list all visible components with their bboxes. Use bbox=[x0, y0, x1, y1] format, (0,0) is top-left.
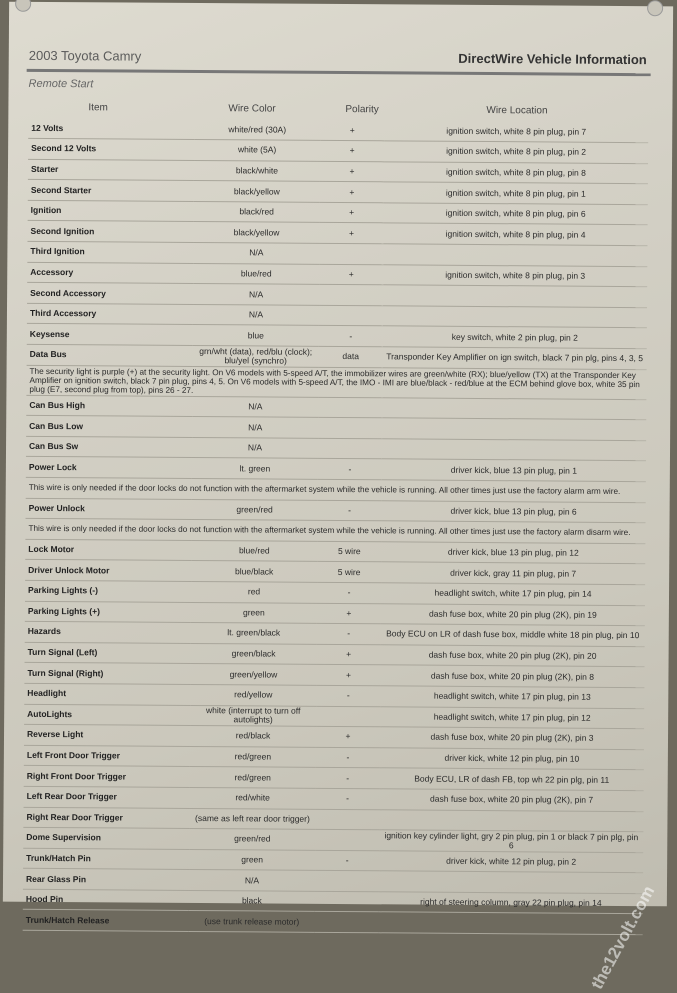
item-cell: AutoLights bbox=[24, 704, 190, 726]
item-cell: Hood Pin bbox=[23, 889, 189, 911]
polarity-cell: - bbox=[316, 768, 380, 789]
polarity-cell: - bbox=[316, 788, 380, 809]
document-title: DirectWire Vehicle Information bbox=[458, 50, 647, 68]
wire-color-cell: green/red bbox=[189, 829, 315, 850]
wire-color-cell: N/A bbox=[192, 417, 318, 438]
wire-color-cell: lt. green/black bbox=[191, 623, 317, 644]
wire-color-cell: white (interrupt to turn off autolights) bbox=[190, 705, 316, 726]
item-cell: Rear Glass Pin bbox=[23, 869, 189, 891]
wire-color-cell: red/green bbox=[190, 767, 316, 788]
item-cell: Second Ignition bbox=[27, 221, 193, 243]
wire-color-cell: red/white bbox=[190, 787, 316, 808]
header-rule bbox=[27, 69, 651, 76]
vehicle-title: 2003 Toyota Camry bbox=[28, 47, 142, 64]
wire-color-cell: N/A bbox=[192, 437, 318, 458]
section-title: Remote Start bbox=[28, 77, 94, 91]
item-cell: Lock Motor bbox=[25, 539, 191, 561]
column-header-item: Item bbox=[88, 102, 108, 114]
item-cell: Parking Lights (-) bbox=[25, 580, 191, 602]
wire-color-cell: green bbox=[189, 849, 315, 870]
polarity-cell: + bbox=[320, 161, 384, 182]
polarity-cell: + bbox=[319, 264, 383, 285]
wire-color-cell: green/red bbox=[192, 499, 318, 520]
wire-color-cell: blue/black bbox=[191, 561, 317, 582]
wire-location-cell bbox=[383, 306, 647, 328]
wire-location-cell bbox=[379, 809, 643, 831]
item-cell: Trunk/Hatch Release bbox=[23, 910, 189, 932]
polarity-cell: - bbox=[317, 624, 381, 645]
item-cell: Third Accessory bbox=[27, 303, 193, 325]
wire-color-cell: green/black bbox=[191, 643, 317, 664]
pushpin-icon bbox=[647, 0, 663, 16]
wiring-table bbox=[23, 118, 649, 935]
item-cell: Reverse Light bbox=[24, 724, 190, 746]
polarity-cell bbox=[319, 243, 383, 264]
polarity-cell: - bbox=[316, 747, 380, 768]
wire-location-cell: ignition switch, white 8 pin plug, pin 8 bbox=[384, 162, 648, 184]
wire-color-cell: N/A bbox=[189, 870, 315, 891]
wire-color-cell: white (5A) bbox=[194, 140, 320, 161]
polarity-cell: 5 wire bbox=[317, 541, 381, 562]
column-header-wire-location: Wire Location bbox=[486, 105, 548, 117]
wire-location-cell: driver kick, blue 13 pin plug, pin 6 bbox=[382, 500, 646, 522]
item-cell: Can Bus High bbox=[26, 395, 192, 417]
wire-location-cell: ignition switch, white 8 pin plug, pin 1 bbox=[384, 182, 648, 204]
polarity-cell bbox=[315, 871, 379, 892]
wire-color-cell: N/A bbox=[192, 396, 318, 417]
wire-location-cell bbox=[379, 912, 643, 934]
wire-color-cell: (same as left rear door trigger) bbox=[189, 808, 315, 829]
polarity-cell bbox=[315, 809, 379, 830]
wire-location-cell: ignition switch, white 8 pin plug, pin 4 bbox=[383, 223, 647, 245]
polarity-cell: + bbox=[320, 202, 384, 223]
wire-location-cell: headlight switch, white 17 pin plug, pin 14 bbox=[381, 583, 645, 605]
item-cell: Dome Supervision bbox=[23, 827, 189, 849]
polarity-cell: + bbox=[319, 223, 383, 244]
polarity-cell: - bbox=[316, 685, 380, 706]
item-cell: Left Front Door Trigger bbox=[24, 745, 190, 767]
polarity-cell: + bbox=[316, 665, 380, 686]
polarity-cell bbox=[318, 438, 382, 459]
wire-color-cell: black bbox=[189, 890, 315, 911]
polarity-cell: - bbox=[318, 459, 382, 480]
wire-color-cell: blue bbox=[193, 325, 319, 346]
wire-location-cell: headlight switch, white 17 pin plug, pin 13 bbox=[380, 686, 644, 708]
wire-color-cell: (use trunk release motor) bbox=[189, 911, 315, 932]
wire-color-cell: N/A bbox=[193, 304, 319, 325]
wire-color-cell: black/yellow bbox=[193, 222, 319, 243]
note-text: This wire is only needed if the door locks do not function with the aftermarket system while the vehicle is running. All other times just use the factory alarm arm wire. bbox=[26, 477, 646, 502]
item-cell: Second Accessory bbox=[27, 283, 193, 305]
wire-location-cell: driver kick, blue 13 pin plug, pin 1 bbox=[382, 459, 646, 481]
wire-location-cell: ignition switch, white 8 pin plug, pin 2 bbox=[384, 141, 648, 163]
polarity-cell bbox=[315, 829, 379, 850]
polarity-cell bbox=[315, 912, 379, 933]
polarity-cell: + bbox=[320, 120, 384, 141]
wire-location-cell: dash fuse box, white 20 pin plug (2K), pin 8 bbox=[380, 665, 644, 687]
wire-color-cell: N/A bbox=[193, 284, 319, 305]
item-cell: Second Starter bbox=[28, 180, 194, 202]
item-cell: Power Unlock bbox=[26, 498, 192, 520]
column-header-polarity: Polarity bbox=[345, 104, 379, 116]
wire-color-cell: blue/red bbox=[191, 540, 317, 561]
item-cell: Turn Signal (Left) bbox=[25, 642, 191, 664]
item-cell: Parking Lights (+) bbox=[25, 601, 191, 623]
wire-location-cell: driver kick, blue 13 pin plug, pin 12 bbox=[381, 542, 645, 564]
wire-color-cell: red/yellow bbox=[190, 684, 316, 705]
wire-color-cell: lt. green bbox=[192, 458, 318, 479]
wire-location-cell: ignition switch, white 8 pin plug, pin 7 bbox=[384, 120, 648, 142]
watermark: the12volt.com bbox=[586, 882, 659, 993]
item-cell: Data Bus bbox=[27, 344, 193, 366]
wire-location-cell bbox=[383, 285, 647, 307]
polarity-cell: - bbox=[315, 850, 379, 871]
polarity-cell: + bbox=[317, 644, 381, 665]
wire-location-cell bbox=[383, 244, 647, 266]
wire-color-cell: red/green bbox=[190, 746, 316, 767]
item-cell: Can Bus Low bbox=[26, 416, 192, 438]
wire-location-cell: Transponder Key Amplifier on ign switch, black 7 pin plg, pins 4, 3, 5 bbox=[383, 347, 647, 369]
wire-location-cell bbox=[379, 871, 643, 893]
wire-location-cell: ignition switch, white 8 pin plug, pin 6 bbox=[384, 203, 648, 225]
item-cell: Second 12 Volts bbox=[28, 138, 194, 160]
wire-location-cell: driver kick, gray 11 pin plug, pin 7 bbox=[381, 562, 645, 584]
wire-location-cell bbox=[382, 439, 646, 461]
item-cell: Can Bus Sw bbox=[26, 436, 192, 458]
wire-location-cell: dash fuse box, white 20 pin plug (2K), pin 3 bbox=[380, 727, 644, 749]
item-cell: Headlight bbox=[24, 683, 190, 705]
table-note-row bbox=[26, 365, 646, 399]
wire-color-cell: green/yellow bbox=[190, 664, 316, 685]
wire-location-cell: key switch, white 2 pin plug, pin 2 bbox=[383, 326, 647, 348]
polarity-cell: + bbox=[320, 182, 384, 203]
note-text: This wire is only needed if the door locks do not function with the aftermarket system while the vehicle is running. All other times just use the factory alarm disarm wire. bbox=[25, 519, 645, 544]
wire-color-cell: N/A bbox=[193, 243, 319, 264]
polarity-cell: - bbox=[318, 500, 382, 521]
wire-location-cell: dash fuse box, white 20 pin plug (2K), pin 19 bbox=[381, 603, 645, 625]
polarity-cell bbox=[318, 397, 382, 418]
document-page bbox=[3, 2, 673, 993]
wire-location-cell: headlight switch, white 17 pin plug, pin 12 bbox=[380, 706, 644, 728]
polarity-cell bbox=[316, 706, 380, 727]
polarity-cell: data bbox=[319, 346, 383, 367]
wire-color-cell: green bbox=[191, 602, 317, 623]
item-cell: Driver Unlock Motor bbox=[25, 560, 191, 582]
item-cell: Power Lock bbox=[26, 457, 192, 479]
note-text: The security light is purple (+) at the security light. On V6 models with 5-speed A/T, the immobilizer wires are green/white (RX); blue/yellow (TX) at the Transponder Key Amplifier on ignition switch, black 7 pin plug, pins 4, 5. On V6 models with 5-speed A/T, the IMO - IMI are blue/black - red/blue at the ECM behind glove box, white 35 pin plug (E7, second plug from top), pins 26 - 27. bbox=[26, 365, 646, 399]
wire-color-cell: black/yellow bbox=[194, 181, 320, 202]
item-cell: Trunk/Hatch Pin bbox=[23, 848, 189, 870]
polarity-cell: + bbox=[320, 140, 384, 161]
polarity-cell: - bbox=[317, 582, 381, 603]
polarity-cell bbox=[315, 891, 379, 912]
wire-color-cell: red bbox=[191, 581, 317, 602]
polarity-cell: + bbox=[316, 726, 380, 747]
item-cell: Starter bbox=[28, 159, 194, 181]
item-cell: Hazards bbox=[25, 621, 191, 643]
item-cell: 12 Volts bbox=[28, 118, 194, 140]
item-cell: Right Rear Door Trigger bbox=[23, 807, 189, 829]
item-cell: Turn Signal (Right) bbox=[24, 663, 190, 685]
wire-location-cell: driver kick, white 12 pin plug, pin 2 bbox=[379, 850, 643, 872]
wire-location-cell: Body ECU, LR of dash FB, top wh 22 pin plg, pin 11 bbox=[380, 768, 644, 790]
wire-location-cell bbox=[382, 397, 646, 419]
polarity-cell bbox=[319, 305, 383, 326]
wire-location-cell bbox=[382, 418, 646, 440]
wire-color-cell: black/red bbox=[194, 201, 320, 222]
table-row bbox=[23, 910, 643, 935]
wire-location-cell: ignition key cylinder light, gry 2 pin plug, pin 1 or black 7 pin plg, pin 6 bbox=[379, 830, 643, 852]
polarity-cell bbox=[319, 285, 383, 306]
wire-color-cell: blue/red bbox=[193, 263, 319, 284]
wire-color-cell: grn/wht (data), red/blu (clock); blu/yel (synchro) bbox=[193, 346, 319, 367]
item-cell: Third Ignition bbox=[27, 241, 193, 263]
polarity-cell: + bbox=[317, 603, 381, 624]
wire-location-cell: Body ECU on LR of dash fuse box, middle white 18 pin plug, pin 10 bbox=[381, 624, 645, 646]
item-cell: Ignition bbox=[28, 200, 194, 222]
wire-location-cell: driver kick, white 12 pin plug, pin 10 bbox=[380, 748, 644, 770]
column-header-wire-color: Wire Color bbox=[228, 103, 276, 115]
wire-color-cell: black/white bbox=[194, 160, 320, 181]
item-cell: Right Front Door Trigger bbox=[24, 766, 190, 788]
polarity-cell bbox=[318, 418, 382, 439]
wire-location-cell: dash fuse box, white 20 pin plug (2K), pin 7 bbox=[380, 789, 644, 811]
wire-location-cell: ignition switch, white 8 pin plug, pin 3 bbox=[383, 264, 647, 286]
item-cell: Left Rear Door Trigger bbox=[24, 786, 190, 808]
wire-location-cell: dash fuse box, white 20 pin plug (2K), pin 20 bbox=[381, 645, 645, 667]
pushpin-icon bbox=[15, 0, 31, 12]
item-cell: Keysense bbox=[27, 324, 193, 346]
polarity-cell: 5 wire bbox=[317, 562, 381, 583]
polarity-cell: - bbox=[319, 326, 383, 347]
wire-color-cell: white/red (30A) bbox=[194, 119, 320, 140]
wire-location-cell: right of steering column, gray 22 pin plug, pin 14 bbox=[379, 892, 643, 914]
item-cell: Accessory bbox=[27, 262, 193, 284]
wire-color-cell: red/black bbox=[190, 726, 316, 747]
